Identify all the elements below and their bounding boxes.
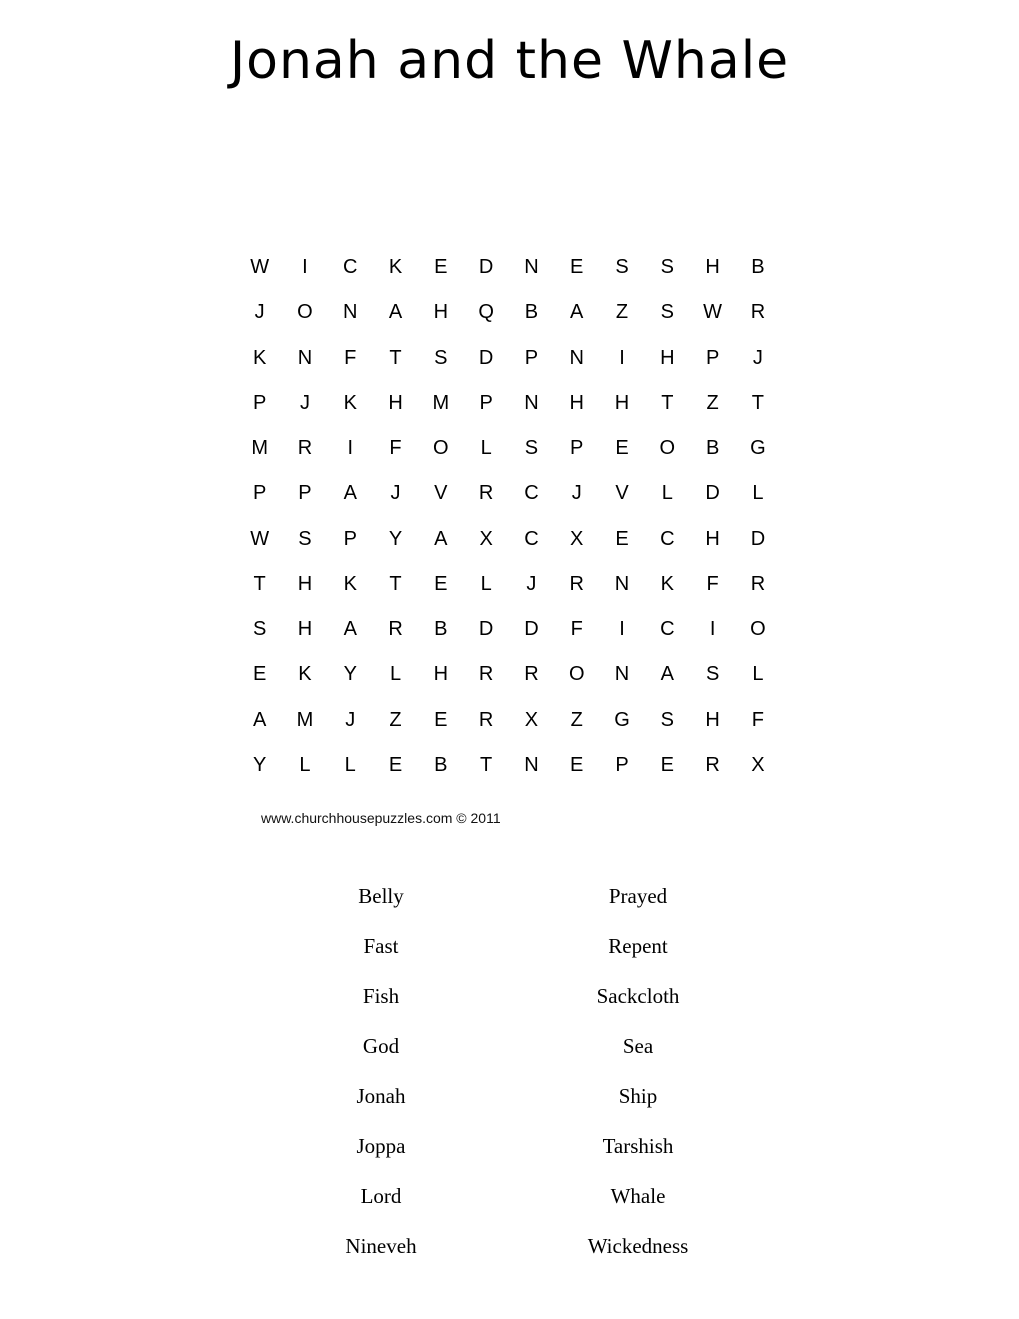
grid-letter: H bbox=[705, 527, 720, 550]
grid-letter: A bbox=[343, 618, 357, 640]
grid-letter: O bbox=[433, 437, 449, 459]
grid-letter: F bbox=[751, 708, 765, 731]
grid-letter: K bbox=[343, 391, 357, 414]
word-list-item: Fast bbox=[363, 934, 399, 958]
grid-letter: H bbox=[705, 256, 720, 278]
grid-row bbox=[237, 606, 781, 651]
grid-letter: Y bbox=[388, 527, 403, 550]
grid-letter: E bbox=[434, 572, 448, 595]
grid-letter: B bbox=[434, 753, 448, 776]
grid-letter: C bbox=[524, 482, 539, 505]
grid-letter: K bbox=[388, 256, 403, 278]
grid-letter: B bbox=[705, 437, 720, 459]
grid-letter: M bbox=[296, 708, 314, 731]
grid-letter: V bbox=[434, 482, 448, 505]
grid-letter: S bbox=[298, 527, 312, 550]
grid-letter: P bbox=[252, 482, 267, 505]
grid-letter: E bbox=[660, 753, 674, 776]
grid-letter: P bbox=[524, 346, 539, 369]
grid-letter: P bbox=[479, 391, 493, 414]
grid-letter: T bbox=[389, 572, 402, 595]
grid-letter: T bbox=[661, 391, 674, 414]
grid-letter: L bbox=[661, 482, 673, 505]
grid-row bbox=[237, 335, 781, 380]
grid-letter: S bbox=[434, 346, 448, 369]
grid-letter: O bbox=[568, 663, 585, 686]
word-list-left-column bbox=[271, 878, 491, 1278]
grid-letter: Y bbox=[343, 663, 357, 686]
grid-letter: Q bbox=[478, 301, 494, 324]
grid-letter: N bbox=[297, 346, 313, 369]
grid-letter: T bbox=[389, 346, 402, 369]
grid-letter: I bbox=[709, 618, 716, 640]
grid-letter: L bbox=[344, 753, 356, 776]
grid-letter: S bbox=[252, 618, 267, 640]
word-list-item: Belly bbox=[358, 884, 404, 908]
grid-letter: N bbox=[343, 301, 358, 324]
grid-letter: L bbox=[389, 663, 402, 686]
grid-letter: H bbox=[433, 301, 449, 324]
grid-letter: Z bbox=[570, 708, 583, 731]
grid-letter: H bbox=[297, 572, 313, 595]
grid-letter: E bbox=[570, 256, 584, 278]
grid-letter: F bbox=[570, 618, 583, 640]
grid-letter: C bbox=[660, 618, 675, 640]
grid-row bbox=[237, 470, 781, 515]
grid-letter: P bbox=[570, 437, 584, 459]
grid-letter: E bbox=[434, 708, 448, 731]
grid-letter: E bbox=[570, 753, 584, 776]
grid-letter: L bbox=[480, 572, 492, 595]
grid-letter: R bbox=[750, 301, 766, 324]
grid-letter: C bbox=[524, 527, 539, 550]
grid-letter: P bbox=[615, 753, 629, 776]
copyright-credit: www.churchhousepuzzles.com © 2011 bbox=[261, 810, 501, 826]
word-list-item: Joppa bbox=[356, 1134, 406, 1158]
grid-letter: D bbox=[478, 256, 494, 278]
grid-letter: P bbox=[343, 527, 357, 550]
grid-row bbox=[237, 244, 781, 289]
grid-letter: R bbox=[524, 663, 539, 686]
grid-row bbox=[237, 697, 781, 742]
grid-row bbox=[237, 516, 781, 561]
word-list-item: Fish bbox=[362, 984, 400, 1008]
word-list-item: Sea bbox=[622, 1034, 654, 1058]
grid-letter: O bbox=[750, 618, 766, 640]
grid-letter: K bbox=[343, 572, 357, 595]
grid-letter: J bbox=[299, 391, 310, 414]
grid-letter: V bbox=[615, 482, 629, 505]
word-list-item: Sackcloth bbox=[596, 984, 680, 1008]
grid-letter: I bbox=[302, 256, 308, 278]
word-list-item: Lord bbox=[360, 1184, 402, 1208]
grid-letter: M bbox=[432, 391, 450, 414]
grid-letter: B bbox=[434, 618, 448, 640]
grid-letter: L bbox=[480, 437, 492, 459]
grid-letter: S bbox=[660, 301, 674, 324]
grid-letter: H bbox=[388, 391, 403, 414]
grid-letter: R bbox=[569, 572, 584, 595]
grid-letter: X bbox=[751, 753, 765, 776]
grid-letter: N bbox=[569, 346, 584, 369]
grid-letter: R bbox=[705, 753, 720, 776]
word-list-item: Wickedness bbox=[587, 1234, 689, 1258]
grid-letter: L bbox=[752, 663, 764, 686]
grid-letter: C bbox=[343, 256, 358, 278]
grid-letter: J bbox=[571, 482, 582, 505]
page-title: Jonah and the Whale bbox=[229, 31, 790, 91]
grid-letter: H bbox=[705, 708, 720, 731]
grid-letter: E bbox=[252, 663, 267, 686]
grid-letter: O bbox=[659, 437, 676, 459]
grid-letter: R bbox=[478, 663, 494, 686]
grid-letter: I bbox=[347, 437, 354, 459]
grid-letter: L bbox=[299, 753, 311, 776]
grid-letter: I bbox=[619, 346, 625, 369]
grid-row bbox=[237, 651, 781, 696]
grid-letter: H bbox=[614, 391, 630, 414]
grid-letter: Z bbox=[706, 391, 719, 414]
grid-letter: D bbox=[478, 346, 494, 369]
word-list-item: Jonah bbox=[356, 1084, 406, 1108]
grid-letter: X bbox=[479, 527, 493, 550]
word-list-item: Repent bbox=[608, 934, 668, 958]
grid-letter: S bbox=[660, 256, 674, 278]
grid-letter: H bbox=[660, 346, 675, 369]
grid-letter: H bbox=[569, 391, 584, 414]
word-search-grid bbox=[237, 244, 781, 787]
grid-letter: E bbox=[615, 527, 629, 550]
word-list-item: Nineveh bbox=[345, 1234, 417, 1258]
word-list-item: God bbox=[362, 1034, 400, 1058]
grid-letter: J bbox=[345, 708, 356, 731]
grid-letter: B bbox=[524, 301, 539, 324]
grid-letter: R bbox=[388, 618, 403, 640]
grid-letter: J bbox=[254, 301, 265, 324]
word-list-item: Tarshish bbox=[602, 1134, 674, 1158]
grid-letter: W bbox=[250, 256, 270, 278]
grid-letter: A bbox=[570, 301, 584, 324]
grid-row bbox=[237, 289, 781, 334]
word-list-item: Ship bbox=[618, 1084, 658, 1108]
grid-letter: S bbox=[524, 437, 539, 459]
grid-letter: K bbox=[660, 572, 674, 595]
grid-letter: S bbox=[615, 256, 629, 278]
grid-letter: R bbox=[478, 482, 494, 505]
grid-letter: N bbox=[614, 572, 630, 595]
grid-letter: A bbox=[388, 301, 403, 324]
grid-letter: J bbox=[526, 572, 537, 595]
grid-letter: I bbox=[619, 618, 625, 640]
grid-letter: K bbox=[252, 346, 267, 369]
grid-letter: L bbox=[752, 482, 764, 505]
grid-letter: W bbox=[250, 527, 270, 550]
grid-letter: T bbox=[480, 753, 493, 776]
grid-letter: T bbox=[253, 572, 266, 595]
grid-letter: H bbox=[297, 618, 313, 640]
grid-letter: E bbox=[388, 753, 403, 776]
grid-letter: D bbox=[524, 618, 539, 640]
grid-letter: R bbox=[750, 572, 766, 595]
grid-letter: F bbox=[389, 437, 402, 459]
grid-letter: N bbox=[524, 256, 539, 278]
word-list-item: Whale bbox=[610, 1184, 666, 1208]
word-list-item: Prayed bbox=[608, 884, 668, 908]
grid-letter: A bbox=[434, 527, 448, 550]
grid-letter: C bbox=[660, 527, 675, 550]
grid-letter: S bbox=[660, 708, 674, 731]
grid-row bbox=[237, 742, 781, 787]
grid-letter: Y bbox=[252, 753, 267, 776]
grid-letter: A bbox=[343, 482, 357, 505]
grid-letter: E bbox=[615, 437, 629, 459]
grid-letter: H bbox=[433, 663, 449, 686]
grid-letter: E bbox=[434, 256, 448, 278]
grid-letter: O bbox=[297, 301, 313, 324]
grid-letter: Z bbox=[615, 301, 629, 324]
grid-letter: F bbox=[344, 346, 357, 369]
grid-letter: Z bbox=[389, 708, 402, 731]
grid-letter: P bbox=[298, 482, 312, 505]
grid-letter: F bbox=[706, 572, 719, 595]
word-list-right-column bbox=[528, 878, 748, 1278]
grid-letter: D bbox=[750, 527, 766, 550]
grid-letter: S bbox=[705, 663, 720, 686]
grid-letter: A bbox=[252, 708, 267, 731]
grid-letter: K bbox=[298, 663, 312, 686]
grid-letter: B bbox=[751, 256, 765, 278]
grid-row bbox=[237, 425, 781, 470]
grid-letter: X bbox=[524, 708, 539, 731]
grid-letter: D bbox=[478, 618, 494, 640]
grid-letter: P bbox=[705, 346, 720, 369]
grid-letter: T bbox=[751, 391, 765, 414]
grid-letter: P bbox=[252, 391, 267, 414]
grid-letter: J bbox=[390, 482, 401, 505]
grid-letter: A bbox=[660, 663, 674, 686]
grid-letter: R bbox=[297, 437, 313, 459]
grid-letter: X bbox=[570, 527, 584, 550]
grid-letter: M bbox=[251, 437, 268, 459]
grid-letter: N bbox=[614, 663, 630, 686]
grid-row bbox=[237, 380, 781, 425]
grid-letter: G bbox=[614, 708, 630, 731]
grid-letter: G bbox=[750, 437, 766, 459]
grid-letter: W bbox=[703, 301, 723, 324]
grid-letter: R bbox=[478, 708, 494, 731]
grid-letter: N bbox=[524, 391, 539, 414]
grid-row bbox=[237, 561, 781, 606]
grid-letter: D bbox=[705, 482, 720, 505]
grid-letter: N bbox=[524, 753, 539, 776]
grid-letter: J bbox=[752, 346, 763, 369]
